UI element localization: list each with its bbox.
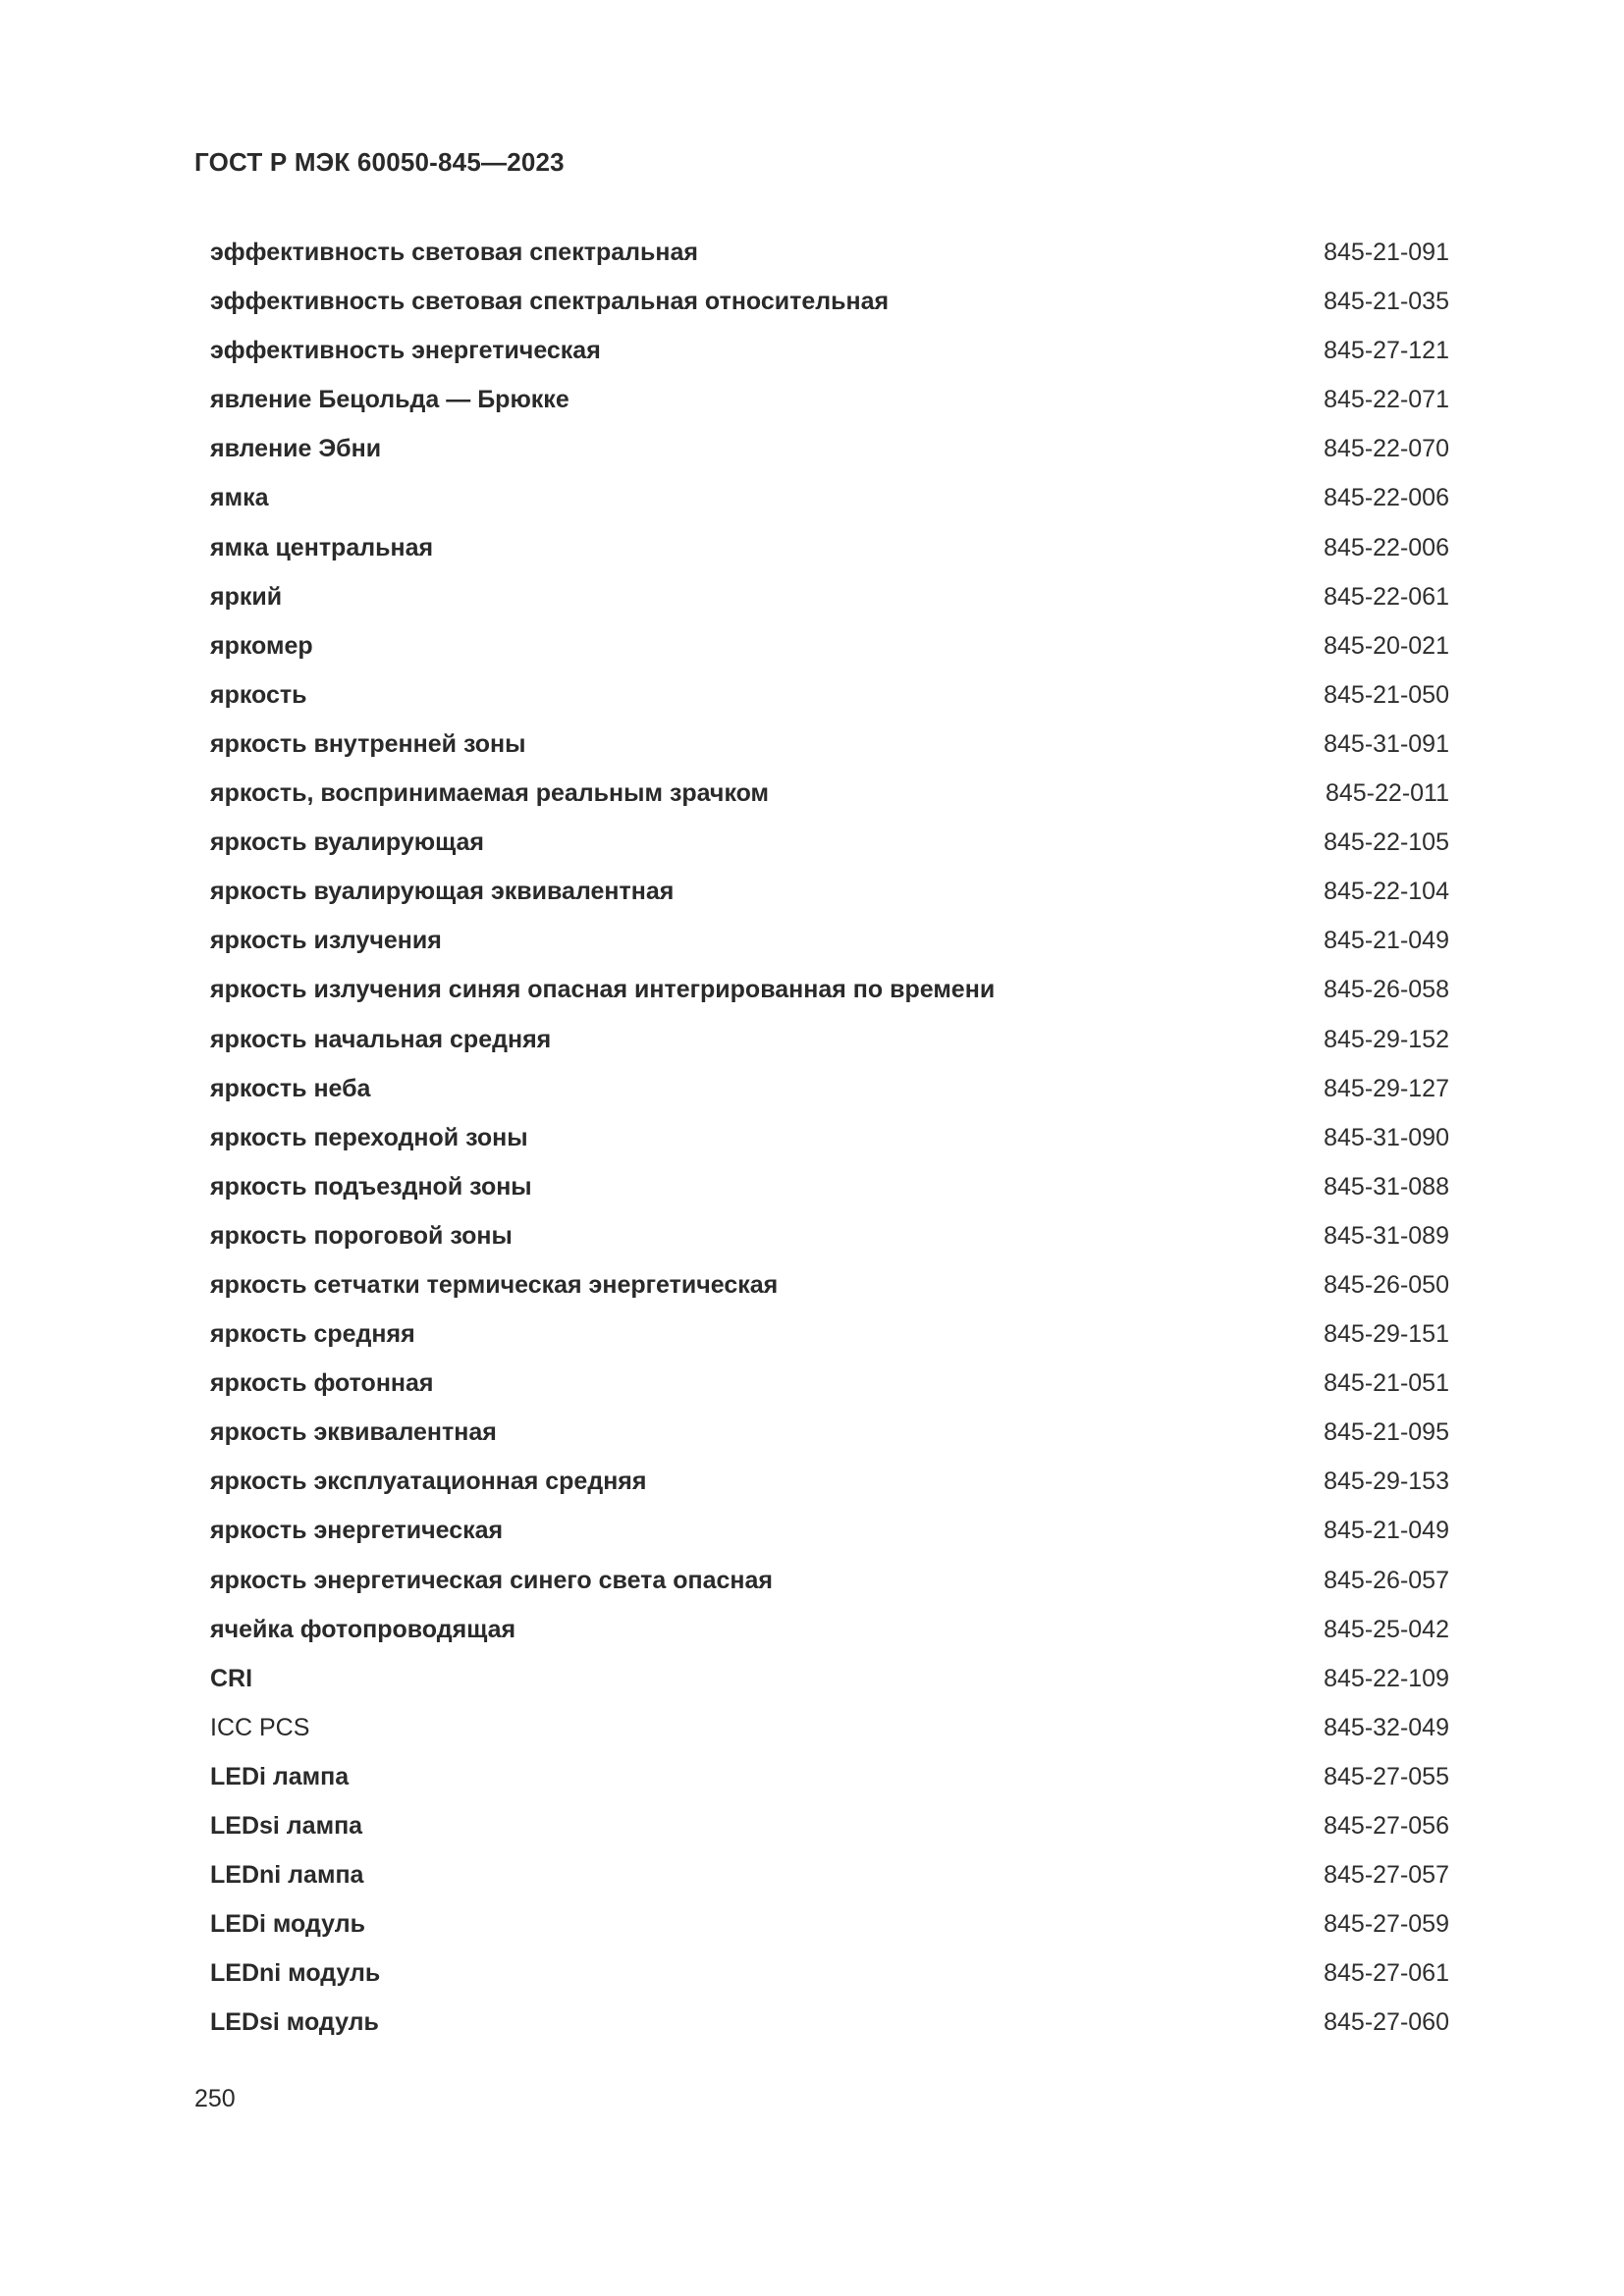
index-reference: 845-21-091: [1324, 239, 1449, 266]
index-reference: 845-21-035: [1324, 288, 1449, 316]
index-entry: [210, 1221, 1449, 1270]
index-reference: 845-27-057: [1324, 1861, 1449, 1890]
index-entry: [210, 1615, 1449, 1664]
index-reference: 845-29-127: [1324, 1074, 1449, 1102]
index-reference: 845-27-056: [1324, 1812, 1449, 1840]
index-reference: 845-25-042: [1324, 1615, 1449, 1643]
index-term: яркомер: [210, 631, 313, 660]
index-term: яркость сетчатки термическая энергетическая: [210, 1270, 779, 1299]
index-term: яркость вуалирующая эквивалентная: [210, 878, 675, 906]
index-entry: [210, 926, 1449, 975]
index-entry: [210, 631, 1449, 680]
index-term: яркость фотонная: [210, 1369, 434, 1398]
index-term: явление Бецольда — Брюкке: [210, 386, 569, 414]
index-reference: 845-27-061: [1324, 1959, 1449, 1988]
index-reference: 845-31-090: [1324, 1123, 1449, 1151]
index-term: ячейка фотопроводящая: [210, 1615, 516, 1643]
index-reference: 845-22-104: [1324, 878, 1449, 906]
index-entry: [210, 385, 1449, 434]
document-header: ГОСТ Р МЭК 60050-845—2023: [194, 147, 565, 177]
index-entry: [210, 877, 1449, 926]
index-reference: 845-27-060: [1324, 2008, 1449, 2037]
index-reference: 845-22-006: [1324, 533, 1449, 561]
index-term: эффективность энергетическая: [210, 337, 601, 365]
index-term: яркость излучения синяя опасная интегрированная по времени: [210, 976, 996, 1004]
index-reference: 845-31-089: [1324, 1221, 1449, 1250]
index-reference: 845-21-049: [1324, 927, 1449, 955]
index-term: ямка: [210, 484, 269, 512]
index-entry: [210, 1860, 1449, 1909]
index-term: яркость внутренней зоны: [210, 729, 526, 758]
index-reference: 845-26-057: [1324, 1566, 1449, 1594]
index-reference: 845-31-088: [1324, 1172, 1449, 1201]
index-reference: 845-22-070: [1324, 435, 1449, 463]
index-entry: [210, 1074, 1449, 1123]
index-reference: 845-29-152: [1324, 1025, 1449, 1053]
index-reference: 845-22-105: [1324, 828, 1449, 857]
index-entry: [210, 680, 1449, 729]
index-term: LEDni модуль: [210, 1959, 381, 1988]
index-reference: 845-22-006: [1324, 484, 1449, 512]
index-entry: [210, 975, 1449, 1024]
index-reference: 845-21-095: [1324, 1418, 1449, 1447]
term-index-list: [210, 238, 1449, 2056]
index-term: яркость неба: [210, 1074, 371, 1102]
index-term: CRI: [210, 1664, 253, 1692]
index-term: LEDsi модуль: [210, 2008, 379, 2037]
index-entry: [210, 287, 1449, 336]
index-entry: [210, 1270, 1449, 1319]
index-entry: [210, 1319, 1449, 1368]
index-reference: 845-27-121: [1324, 337, 1449, 365]
index-term: ICC PCS: [210, 1713, 310, 1741]
index-term: ямка центральная: [210, 533, 434, 561]
index-term: LEDi модуль: [210, 1910, 365, 1939]
index-entry: [210, 1566, 1449, 1615]
index-entry: [210, 582, 1449, 631]
index-entry: [210, 1417, 1449, 1467]
index-entry: [210, 238, 1449, 287]
index-reference: 845-22-071: [1324, 386, 1449, 414]
index-reference: 845-29-151: [1324, 1320, 1449, 1349]
index-reference: 845-21-049: [1324, 1517, 1449, 1545]
index-term: яркость начальная средняя: [210, 1025, 552, 1053]
index-term: LEDni лампа: [210, 1861, 364, 1890]
index-reference: 845-27-059: [1324, 1910, 1449, 1939]
index-reference: 845-31-091: [1324, 729, 1449, 758]
index-reference: 845-32-049: [1324, 1713, 1449, 1741]
index-entry: [210, 434, 1449, 483]
index-term: яркость энергетическая: [210, 1517, 504, 1545]
index-reference: 845-26-050: [1324, 1270, 1449, 1299]
index-term: яркость эквивалентная: [210, 1418, 497, 1447]
index-reference: 845-26-058: [1324, 976, 1449, 1004]
index-term: LEDi лампа: [210, 1762, 350, 1790]
index-entry: [210, 828, 1449, 877]
index-term: яркость излучения: [210, 927, 442, 955]
index-entry: [210, 1811, 1449, 1860]
index-entry: [210, 1172, 1449, 1221]
index-entry: [210, 533, 1449, 582]
index-reference: 845-29-153: [1324, 1468, 1449, 1496]
index-term: эффективность световая спектральная относительная: [210, 288, 890, 316]
index-reference: 845-22-061: [1324, 582, 1449, 611]
index-reference: 845-22-109: [1324, 1664, 1449, 1692]
index-entry: [210, 1467, 1449, 1516]
index-entry: [210, 1664, 1449, 1713]
index-entry: [210, 1368, 1449, 1417]
index-reference: 845-20-021: [1324, 631, 1449, 660]
page-number: 250: [194, 2085, 236, 2112]
index-term: эффективность световая спектральная: [210, 239, 698, 266]
index-entry: [210, 1958, 1449, 2007]
index-entry: [210, 483, 1449, 532]
index-entry: [210, 1909, 1449, 1958]
index-reference: 845-21-050: [1324, 680, 1449, 709]
index-term: яркость пороговой зоны: [210, 1221, 513, 1250]
index-entry: [210, 778, 1449, 828]
index-entry: [210, 1123, 1449, 1172]
index-reference: 845-22-011: [1325, 779, 1449, 808]
index-reference: 845-21-051: [1324, 1369, 1449, 1398]
index-term: яркость энергетическая синего света опасная: [210, 1566, 774, 1594]
index-term: яркость эксплуатационная средняя: [210, 1468, 647, 1496]
index-term: яркий: [210, 582, 283, 611]
index-term: яркость подъездной зоны: [210, 1172, 532, 1201]
index-term: явление Эбни: [210, 435, 382, 463]
index-reference: 845-27-055: [1324, 1762, 1449, 1790]
index-term: LEDsi лампа: [210, 1812, 363, 1840]
index-entry: [210, 1516, 1449, 1565]
index-term: яркость переходной зоны: [210, 1123, 528, 1151]
index-term: яркость средняя: [210, 1320, 415, 1349]
index-entry: [210, 2007, 1449, 2056]
index-entry: [210, 1762, 1449, 1811]
index-entry: [210, 1025, 1449, 1074]
index-term: яркость: [210, 680, 307, 709]
index-term: яркость вуалирующая: [210, 828, 485, 857]
index-entry: [210, 729, 1449, 778]
index-term: яркость, воспринимаемая реальным зрачком: [210, 779, 770, 808]
index-entry: [210, 336, 1449, 385]
index-entry: [210, 1713, 1449, 1762]
